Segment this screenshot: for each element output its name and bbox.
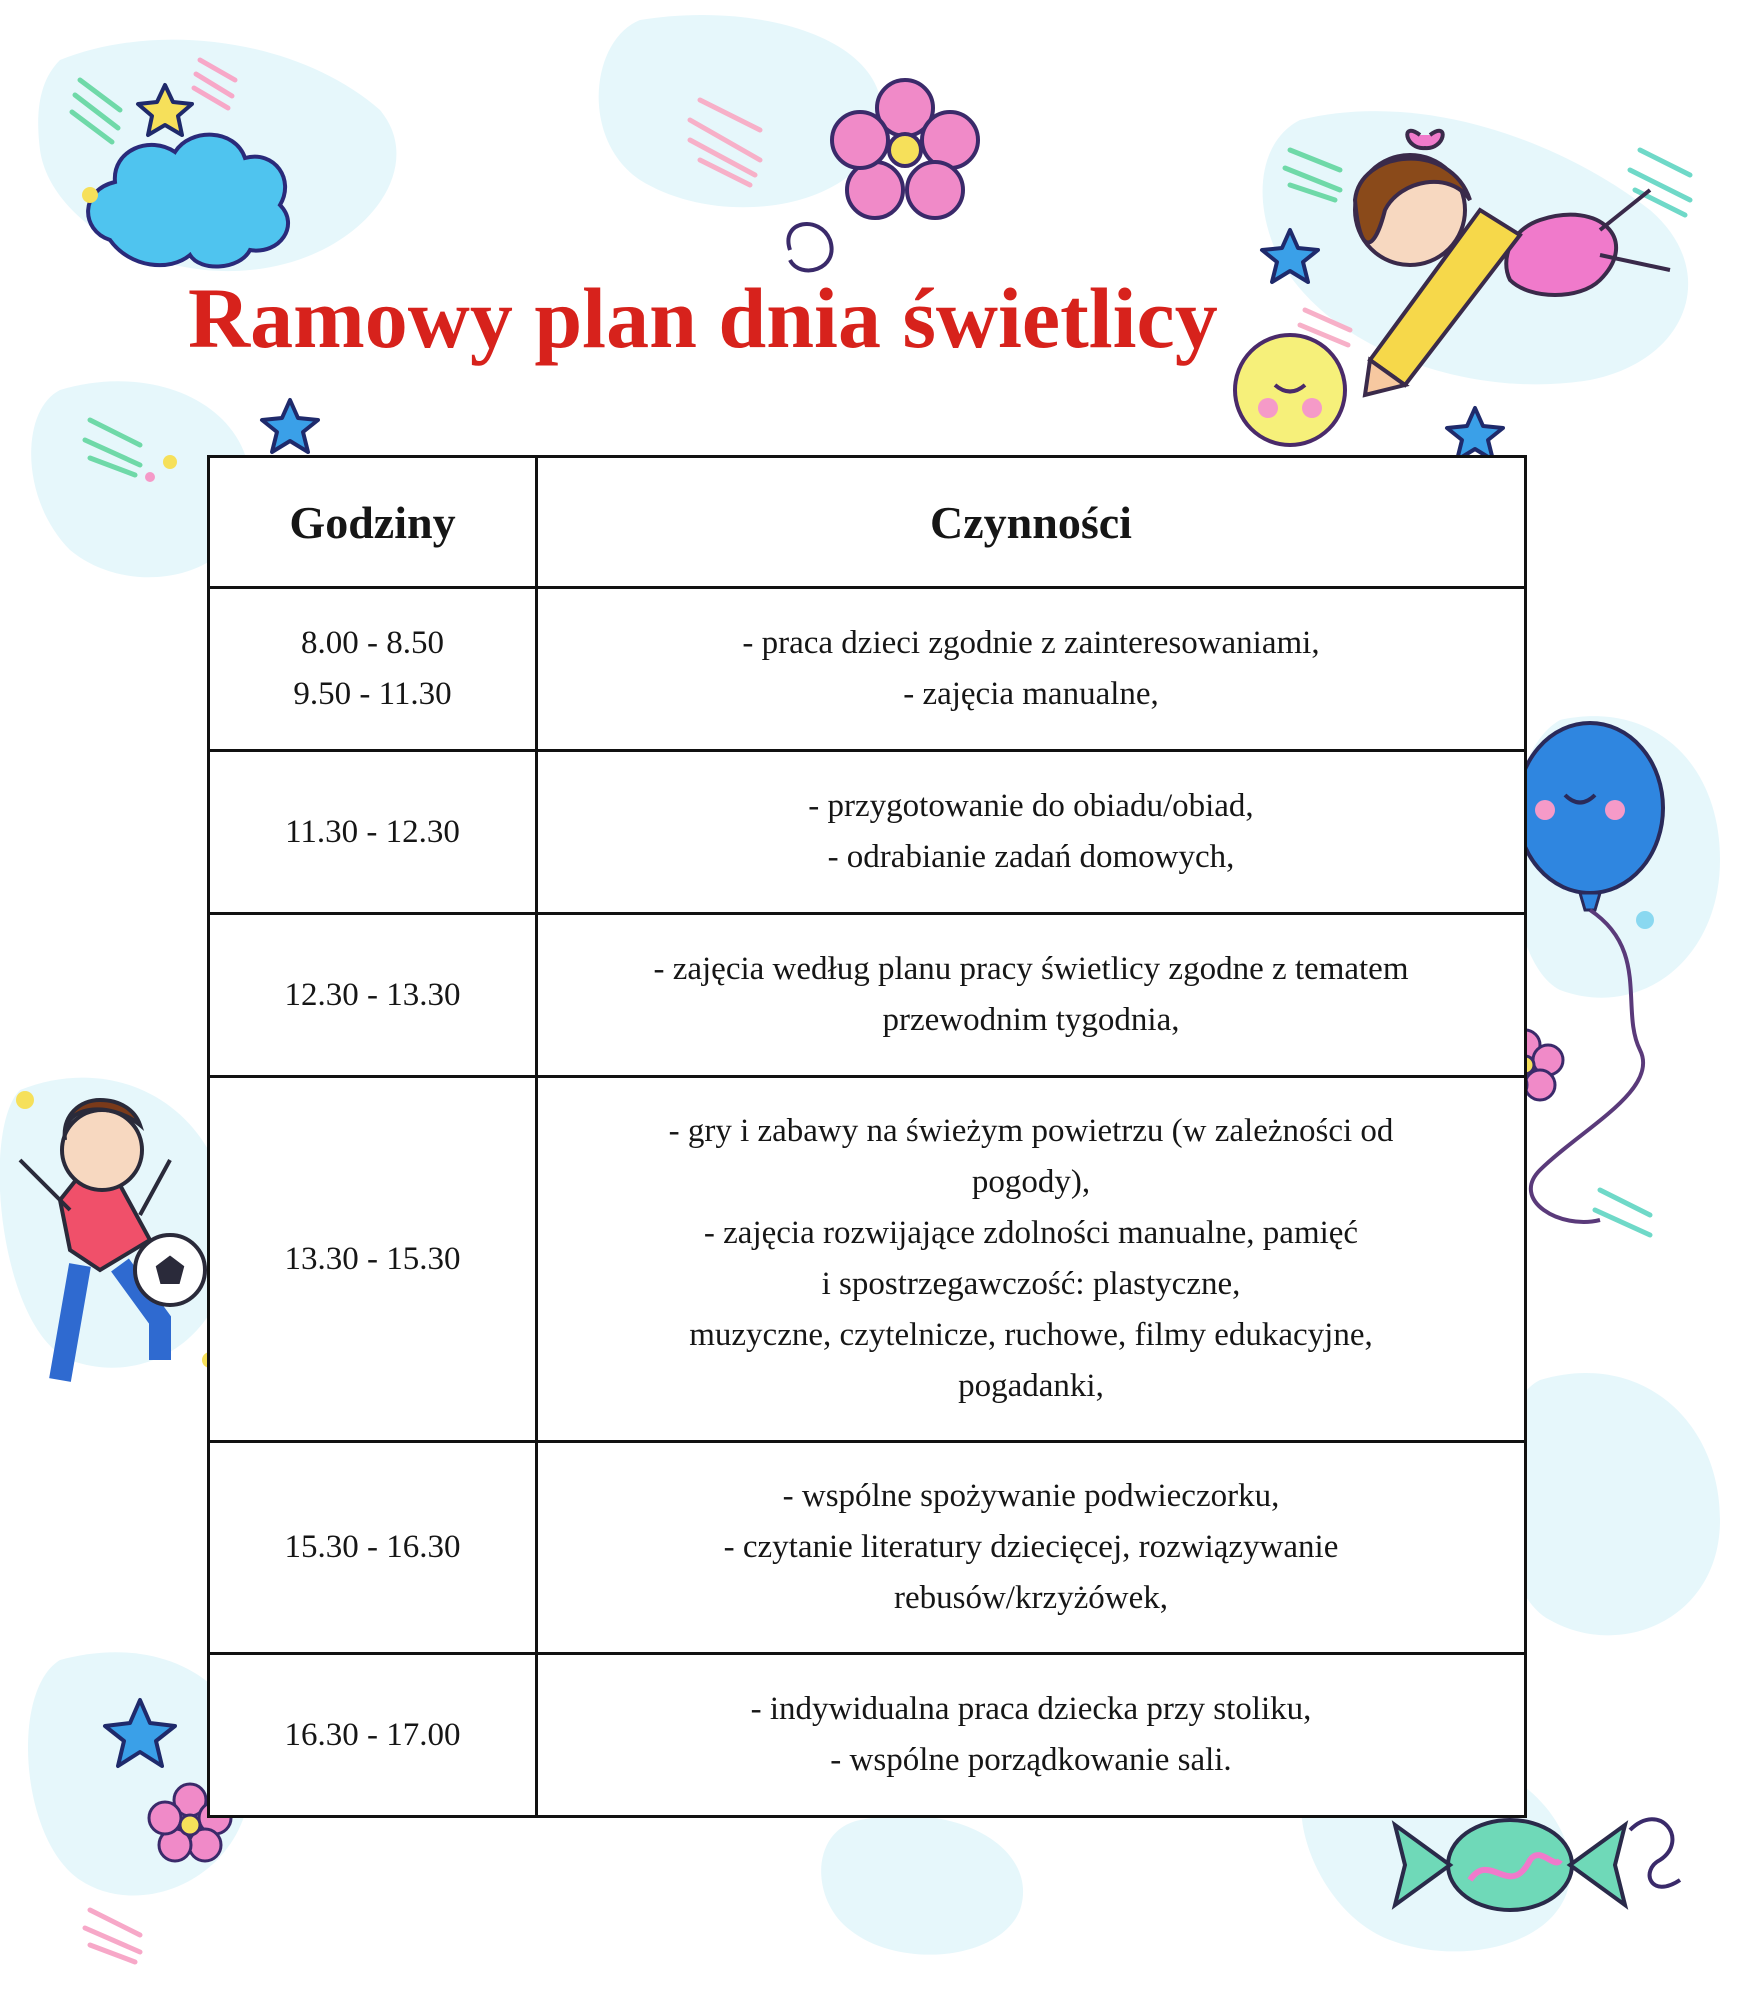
swirl-icon [1630, 1819, 1680, 1887]
hours-line: 8.00 - 8.50 [301, 625, 444, 661]
table-row [209, 1442, 1526, 1654]
column-header-activities: Czynności [537, 457, 1526, 588]
activity-line: - wspólne porządkowanie sali. [830, 1742, 1232, 1778]
column-header-hours: Godziny [209, 457, 537, 588]
hours-line: 15.30 - 16.30 [284, 1529, 461, 1565]
schedule-table [207, 455, 1527, 1818]
star-icon [262, 400, 318, 452]
hours-cell [209, 914, 537, 1077]
hours-line: 16.30 - 17.00 [284, 1716, 461, 1753]
hours-cell [209, 1077, 537, 1442]
hours-cell [209, 751, 537, 914]
hours-cell [209, 1442, 537, 1654]
activity-line: - wspólne spożywanie podwieczorku, [782, 1478, 1280, 1514]
activity-line: - praca dzieci zgodnie z zainteresowaniami, [742, 625, 1320, 661]
activity-line: przewodnim tygodnia, [882, 1002, 1180, 1038]
hours-cell [209, 1654, 537, 1817]
hours-line: 12.30 - 13.30 [284, 976, 461, 1013]
table-row [209, 914, 1526, 1077]
activity-line: - indywidualna praca dziecka przy stoliku, [750, 1691, 1312, 1727]
activity-line: - przygotowanie do obiadu/obiad, [808, 788, 1254, 824]
star-icon [1447, 408, 1503, 460]
table-row [209, 1654, 1526, 1817]
hours-line: 9.50 - 11.30 [293, 676, 452, 712]
table-header-row [209, 457, 1526, 588]
activity-line: - zajęcia manualne, [903, 676, 1159, 712]
hours-line: 13.30 - 15.30 [284, 1240, 461, 1277]
activity-line: - gry i zabawy na świeżym powietrzu (w zależności od [668, 1113, 1394, 1149]
activity-line: pogadanki, [958, 1368, 1104, 1404]
hours-line: 11.30 - 12.30 [285, 813, 460, 850]
activity-line: - zajęcia rozwijające zdolności manualne, pamięć [703, 1215, 1359, 1251]
activities-cell [537, 1442, 1526, 1654]
activities-cell [537, 914, 1526, 1077]
activity-line: - odrabianie zadań domowych, [827, 839, 1235, 875]
table-row [209, 751, 1526, 914]
table-row [209, 588, 1526, 751]
activities-cell [537, 1077, 1526, 1442]
activity-line: - zajęcia według planu pracy świetlicy zgodne z tematem [653, 951, 1409, 987]
activity-line: rebusów/krzyżówek, [894, 1580, 1168, 1616]
activities-cell [537, 1654, 1526, 1817]
table-row [209, 1077, 1526, 1442]
page-title: Ramowy plan dnia świetlicy [188, 270, 1218, 366]
hours-cell [209, 588, 537, 751]
activities-cell [537, 751, 1526, 914]
activity-line: pogody), [971, 1164, 1091, 1200]
swirl-icon [788, 224, 831, 270]
activity-line: - czytanie literatury dziecięcej, rozwiązywanie [723, 1529, 1339, 1565]
activities-cell [537, 588, 1526, 751]
activity-line: i spostrzegawczość: plastyczne, [821, 1266, 1241, 1302]
smiley-icon [1235, 335, 1345, 445]
activity-line: muzyczne, czytelnicze, ruchowe, filmy edukacyjne, [689, 1317, 1373, 1353]
